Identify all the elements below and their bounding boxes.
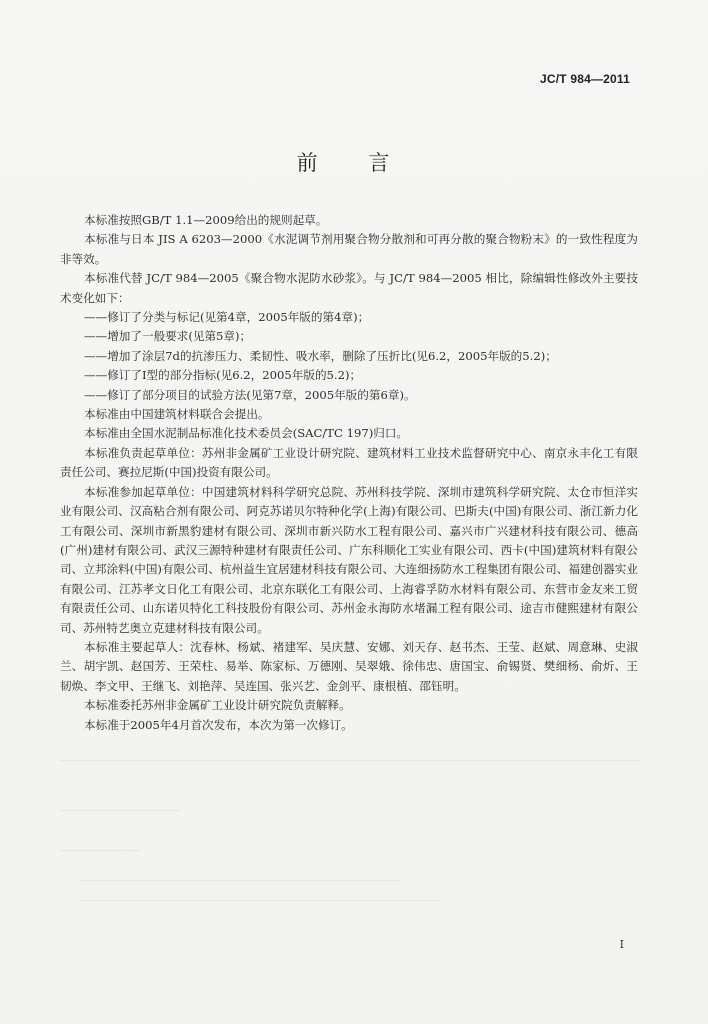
change-item-5: ——修订了部分项目的试验方法(见第7章，2005年版的第6章)。	[84, 387, 416, 402]
paragraph-jurisdiction: 本标准由全国水泥制品标准化技术委员会(SAC/TC 197)归口。	[84, 426, 409, 441]
paragraph-main-drafters: 本标准主要起草人：沈春林、杨斌、褚建军、吴庆慧、安娜、刘天存、赵书杰、王莹、赵斌、周意琳、史淑兰、胡宇凯、赵国芳、王荣柱、易举、陈家标、万德刚、吴翠娥、徐伟忠、唐国宝、俞锡贤、樊细杨、俞炘、王韧焕、李文甲、王继飞、刘艳萍、吴连国、张兴艺、金剑平、康根植、邵钰明。	[60, 639, 638, 693]
paragraph-lead-drafters: 本标准负责起草单位：苏州非金属矿工业设计研究院、建筑材料工业技术监督研究中心、南京永丰化工有限责任公司、赛拉尼斯(中国)投资有限公司。	[60, 445, 638, 480]
bleed-through-line	[60, 850, 140, 851]
change-item-1: ——修订了分类与标记(见第4章，2005年版的第4章)；	[84, 310, 370, 325]
paragraph-proposed-by: 本标准由中国建筑材料联合会提出。	[84, 407, 270, 422]
change-item-4: ——修订了Ⅰ型的部分指标(见6.2，2005年版的5.2)；	[84, 368, 362, 383]
paragraph-interpretation: 本标准委托苏州非金属矿工业设计研究院负责解释。	[84, 698, 351, 713]
change-item-2: ——增加了一般要求(见第5章)；	[84, 329, 252, 344]
paragraph-equivalence: 本标准与日本 JIS A 6203—2000《水泥调节剂用聚合物分散剂和可再分散的聚合物粉末》的一致性程度为非等效。	[60, 232, 638, 266]
paragraph-drafting-rules: 本标准按照GB/T 1.1—2009给出的规则起草。	[84, 213, 328, 227]
bleed-through-line	[60, 760, 640, 761]
page-number: I	[619, 938, 624, 951]
bleed-through-line	[60, 810, 180, 811]
foreword-body	[60, 211, 638, 735]
bleed-through-line	[80, 880, 400, 881]
paragraph-publication-history: 本标准于2005年4月首次发布，本次为第一次修订。	[84, 717, 353, 732]
bleed-through-line	[80, 900, 440, 901]
change-item-3: ——增加了涂层7d的抗渗压力、柔韧性、吸水率，删除了压折比(见6.2，2005年版的5.2)；	[84, 348, 557, 363]
standard-code: JC/T 984—2011	[540, 72, 630, 86]
page-title: 前 言	[296, 151, 412, 175]
paragraph-participating-drafters: 本标准参加起草单位：中国建筑材料科学研究总院、苏州科技学院、深圳市建筑科学研究院、太仓市恒洋实业有限公司、汉高粘合剂有限公司、阿克苏诺贝尔特种化学(上海)有限公司、巴斯夫(中国)有限公司、浙江新力化工有限公司、深圳市新黑豹建材有限公司、深圳市新兴防水工程有限公司、嘉兴市广兴建材科技有限公司、德高(广州)建材有限公司、武汉三源特种建材有限责任公司、广东科顺化工实业有限公司、西卡(中国)建筑材料有限公司、立邦涂料(中国)有限公司、杭州益生宜居建材科技有限公司、大连细扬防水工程集团有限公司、福建创器实业有限公司、江苏孝文日化工有限公司、北京东联化工有限公司、上海睿孚防水材料有限公司、东营市金友来工贸有限责任公司、山东诺贝特化工科技股份有限公司、苏州金永海防水堵漏工程有限公司、途吉市健熙建材有限公司、苏州特艺奥立克建材科技有限公司。	[60, 484, 638, 635]
paragraph-replaces: 本标准代替 JC/T 984—2005《聚合物水泥防水砂浆》。与 JC/T 984—2005 相比，除编辑性修改外主要技术变化如下：	[60, 271, 638, 305]
